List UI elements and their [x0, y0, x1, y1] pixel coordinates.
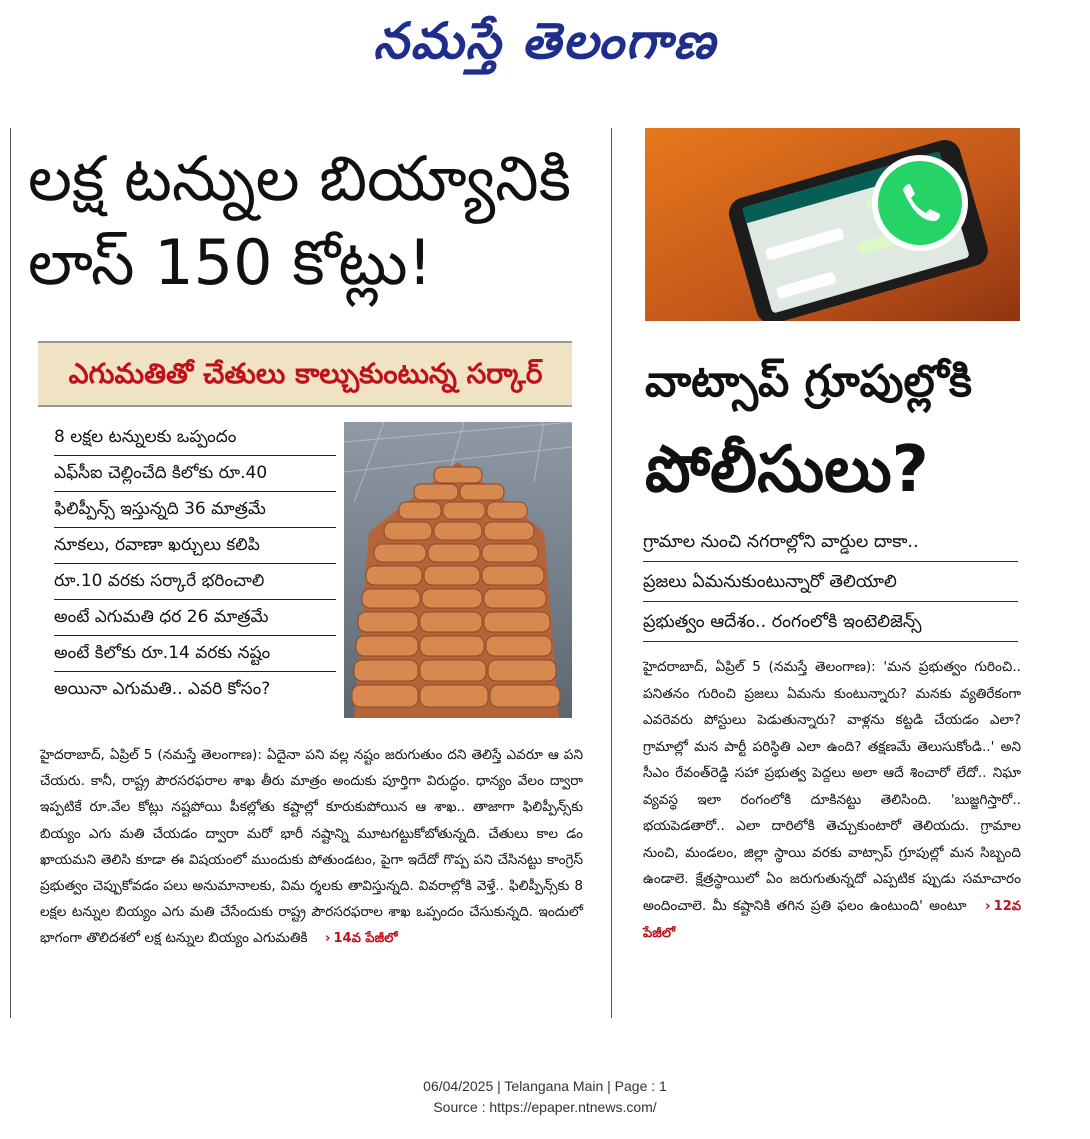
left-subhead-banner: [38, 341, 572, 407]
right-subhead: ప్రజలు ఏమనుకుంటున్నారో తెలియాలి: [643, 563, 1018, 602]
left-headline-line2: లాస్ 150 కోట్లు!: [28, 226, 433, 299]
page-footer: [0, 1076, 1090, 1118]
left-continued-link[interactable]: 14వ పేజీలో: [333, 931, 398, 947]
jump-arrow-icon: ›: [985, 897, 991, 914]
left-body-text: హైదరాబాద్, ఏప్రిల్ 5 (నమస్తే తెలంగాణ): ఏదైనా పని వల్ల నష్టం జరుగుతుం దని తెలిస్తే ఎవరూ ఆ పని చేయరు. కానీ, రాష్ట్ర పౌరసరఫరాల శాఖ తీరు మాత్రం అందుకు పూర్తిగా విరుద్ధం. ధాన్యం వేలం ద్వారా ఇప్పటికే రూ.వేల కోట్లు నష్టపోయి పీకల్లోతు కష్టాల్లో కూరుకుపోయిన ఆ శాఖ.. తాజాగా ఫిలిప్పీన్స్‌కు బియ్యం ఎగు మతి చేయడం ద్వారా మరో భారీ నష్టాన్ని మూటగట్టుకోబోతున్నది. చేతులు కాల డం ఖాయమని తెలిసి కూడా ఈ విషయంలో ముందుకు పోతుండటం, పైగా ఇదేదో గొప్ప పని చేసినట్టు కాంగ్రెస్ ప్రభుత్వం చెప్పుకోవడం పలు అనుమానాలకు, విమ ర్శలకు తావిస్తున్నది. వివరాల్లోకి వెళ్తే.. ఫిలిప్పీన్స్‌కు 8 లక్షల టన్నుల బియ్యం ఎగు మతి చేసేందుకు రాష్ట్ర పౌరసరఫరాల శాఖ ఒప్పందం చేసుకున్నది. ఇందులో భాగంగా తొలిదశలో లక్ష టన్నుల బియ్యం ఎగుమతికి: [40, 747, 583, 947]
rice-sacks-photo: [344, 422, 572, 718]
column-rule-left: [10, 128, 11, 1018]
highlight-item: అయినా ఎగుమతి.. ఎవరి కోసం?: [54, 679, 271, 699]
highlight-item: ఫిలిప్పీన్స్ ఇస్తున్నది 36 మాత్రమే: [54, 492, 336, 528]
highlight-item: నూకలు, రవాణా ఖర్చులు కలిపి: [54, 528, 336, 564]
right-headline-line1: వాట్సాప్ గ్రూపుల్లోకి: [645, 356, 972, 407]
right-body-text: హైదరాబాద్, ఏప్రిల్ 5 (నమస్తే తెలంగాణ): 'మన ప్రభుత్వం గురించి.. పనితనం గురించి ప్రజలు ఏమను కుంటున్నారు? మనకు వ్యతిరేకంగా ఎవరెవరు పోస్టులు పెడుతున్నారు? వాళ్లను కట్టడి చేయడం ఎలా? గ్రామాల్లో మన పార్టీ పరిస్థితి ఎలా ఉంది? తక్షణమే తెలుసుకోండి..' అని సీఎం రేవంత్‌రెడ్డి సహా ప్రభుత్వ పెద్దలు అలా ఆదే శించారో లేదో.. నిఘా వ్యవస్థ ఇలా రంగంలోకి దూకినట్టు తెలిసింది. 'బుజ్జగిస్తారో.. భయపెడతారో.. ఎలా దారిలోకి తెచ్చుకుంటారో తెలియదు. గ్రామాల నుంచి, మండలం, జిల్లా స్థాయి వరకు వాట్సాప్ గ్రూపుల్లో మన సిబ్బంది ఉండాలె. క్షేత్రస్థాయిలో ఏం జరుగుతున్నదో ఎప్పటిక ప్పుడు సమాచారం అందించాలె. మీ కష్టానికి తగిన ప్రతి ఫలం ఉంటుంది' అంటూ: [643, 659, 1021, 914]
edition-info: 06/04/2025 | Telangana Main | Page : 1: [423, 1078, 667, 1094]
whatsapp-logo-icon: [872, 155, 968, 251]
highlight-item: 8 లక్షల టన్నులకు ఒప్పందం: [54, 420, 336, 456]
right-headline-line2: పోలీసులు?: [645, 433, 929, 507]
column-rule-center: [611, 128, 612, 1018]
right-subhead: ప్రభుత్వం ఆదేశం.. రంగంలోకి ఇంటెలిజెన్స్: [643, 603, 1018, 642]
highlight-item: అంటే ఎగుమతి ధర 26 మాత్రమే: [54, 600, 336, 636]
highlight-item: ఎఫ్‌సీఐ చెల్లించేది కిలోకు రూ.40: [54, 456, 336, 492]
masthead-logo: నమస్తే తెలంగాణ: [373, 11, 717, 70]
jump-arrow-icon: ›: [324, 930, 331, 947]
whatsapp-phone-photo: [645, 128, 1020, 321]
left-headline-line1: లక్ష టన్నుల బియ్యానికి: [28, 142, 571, 215]
right-subhead: గ్రామాల నుంచి నగరాల్లోని వార్డుల దాకా..: [643, 523, 1018, 562]
left-article-body: [40, 742, 583, 953]
left-highlights-list: [54, 420, 336, 707]
left-subhead: ఎగుమతితో చేతులు కాల్చుకుంటున్న సర్కార్: [68, 357, 543, 390]
right-continued-link[interactable]: 12వ పేజీలో: [643, 898, 1021, 941]
highlight-item: అంటే కిలోకు రూ.14 వరకు నష్టం: [54, 636, 336, 672]
right-article-body: [643, 654, 1021, 948]
highlight-item: రూ.10 వరకు సర్కారే భరించాలి: [54, 564, 336, 600]
source-link[interactable]: Source : https://epaper.ntnews.com/: [433, 1099, 657, 1115]
